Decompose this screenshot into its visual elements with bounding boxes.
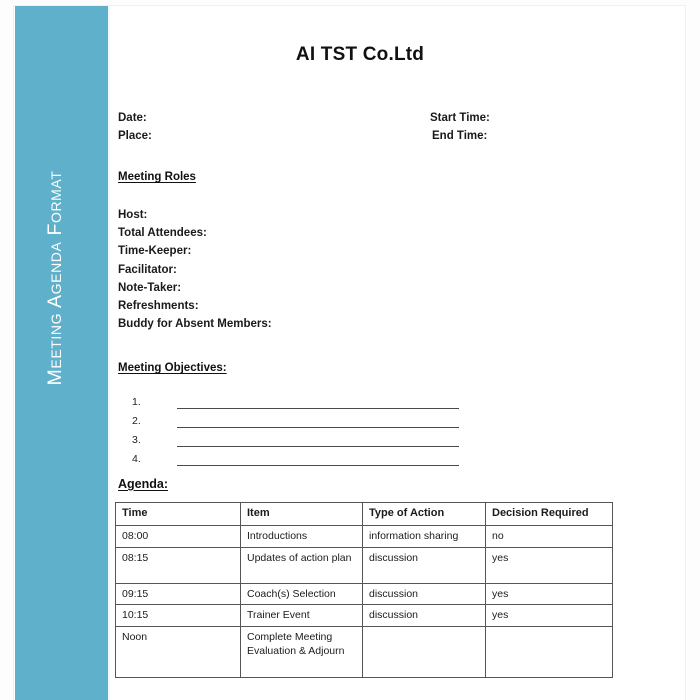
meeting-role-item: Buddy for Absent Members: [118,318,272,331]
table-cell-decision-required: no [486,526,613,548]
objective-write-in-line[interactable] [177,465,459,466]
objective-write-in-line[interactable] [177,427,459,428]
table-cell-type-of-action: discussion [363,605,486,627]
meeting-role-item: Note-Taker: [118,281,182,294]
table-cell-type-of-action: discussion [363,547,486,583]
table-cell-decision-required [486,626,613,677]
table-cell-time: 08:15 [116,547,241,583]
agenda-heading: Agenda: [118,477,168,491]
table-row [116,605,613,627]
date-field-label: Date: [118,112,147,124]
table-column-header: Type of Action [363,503,486,526]
objective-entry[interactable] [132,394,472,413]
table-cell-item: Introductions [241,526,363,548]
document-content [110,6,685,700]
meeting-roles-heading: Meeting Roles [118,171,196,183]
meeting-role-item: Total Attendees: [118,227,207,240]
objective-number: 1. [132,396,141,408]
table-row [116,626,613,677]
objective-entry[interactable] [132,413,472,432]
table-cell-decision-required: yes [486,583,613,605]
sidebar-band [15,6,110,700]
table-cell-item: Trainer Event [241,605,363,627]
objective-number: 4. [132,453,141,465]
table-cell-time: Noon [116,626,241,677]
meeting-role-item: Time-Keeper: [118,245,192,258]
objective-write-in-line[interactable] [177,408,459,409]
agenda-table [115,502,613,678]
meeting-role-item: Facilitator: [118,263,177,276]
table-column-header: Item [241,503,363,526]
table-cell-type-of-action: discussion [363,583,486,605]
objective-entry[interactable] [132,451,472,470]
place-field-label: Place: [118,130,152,142]
table-cell-item: Complete Meeting Evaluation & Adjourn [241,626,363,677]
table-cell-decision-required: yes [486,605,613,627]
table-cell-type-of-action: information sharing [363,526,486,548]
table-cell-time: 09:15 [116,583,241,605]
end-time-field-label: End Time: [432,130,488,142]
table-cell-item: Coach(s) Selection [241,583,363,605]
table-row [116,526,613,548]
table-cell-type-of-action [363,626,486,677]
table-column-header: Time [116,503,241,526]
start-time-field-label: Start Time: [430,112,490,124]
meeting-objectives-lines [132,394,472,470]
objective-number: 3. [132,434,141,446]
page-title: AI TST Co.Ltd [295,44,425,65]
meeting-role-item: Host: [118,209,148,221]
meeting-role-item: Refreshments: [118,300,199,313]
objective-number: 2. [132,415,141,427]
sidebar-title: Meeting Agenda Format [44,170,66,386]
meeting-roles-list [118,206,418,333]
table-cell-decision-required: yes [486,547,613,583]
table-header-row [116,503,613,526]
table-row [116,583,613,605]
objective-write-in-line[interactable] [177,446,459,447]
table-cell-time: 10:15 [116,605,241,627]
objective-entry[interactable] [132,432,472,451]
meeting-objectives-heading: Meeting Objectives: [118,362,227,374]
table-column-header: Decision Required [486,503,613,526]
table-row [116,547,613,583]
table-cell-item: Updates of action plan [241,547,363,583]
table-cell-time: 08:00 [116,526,241,548]
